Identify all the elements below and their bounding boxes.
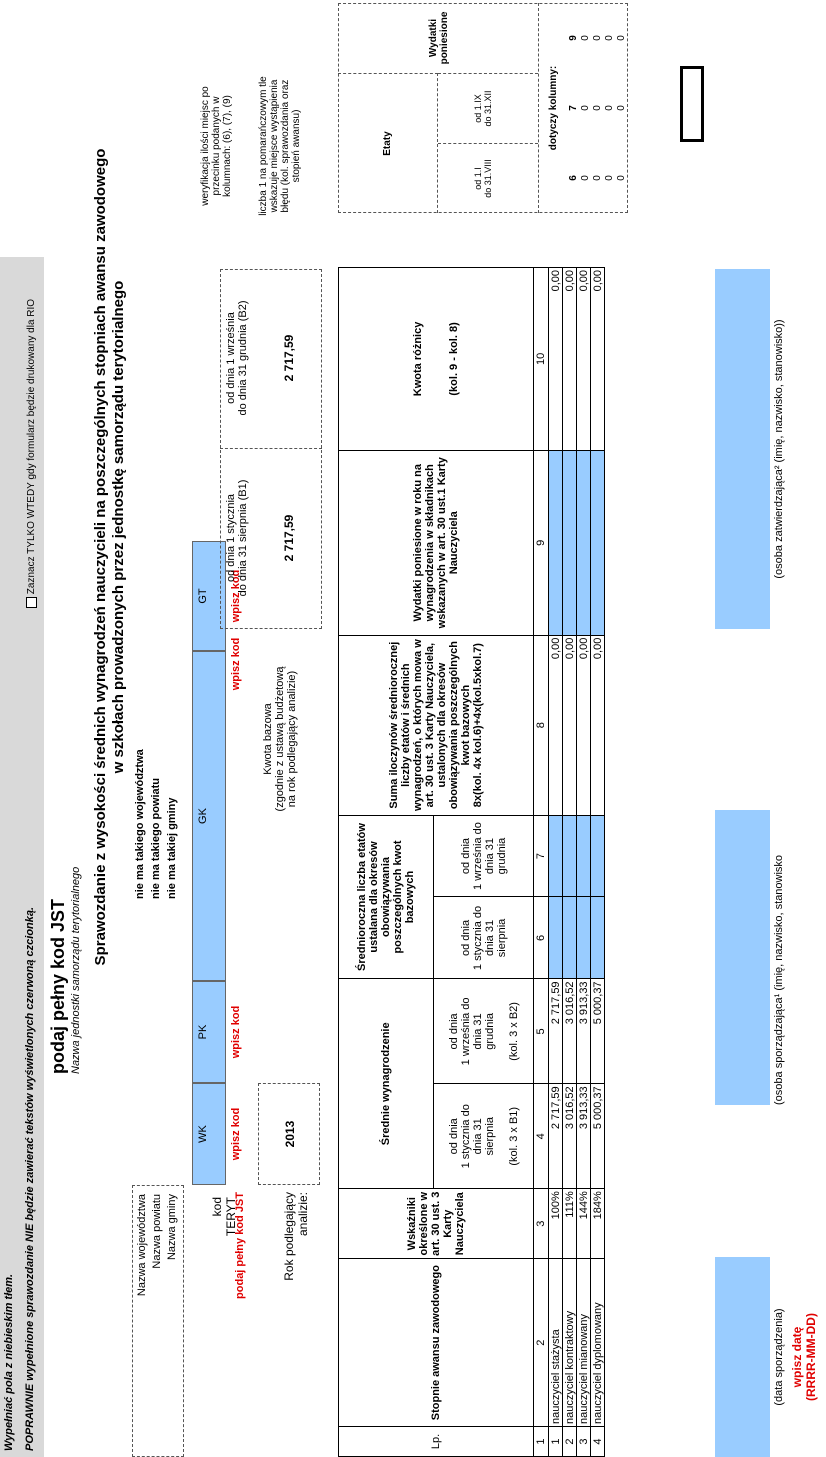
prepared-by-input[interactable]: [715, 810, 770, 1105]
verification-table: [338, 0, 630, 213]
row-avg-a: 5 000,37: [591, 1084, 605, 1189]
row-lp: 2: [563, 1427, 577, 1457]
row-fte-a-input[interactable]: [577, 897, 591, 979]
header-avg-a: od dnia 1 stycznia do dnia 31 sierpnia (kol. 3 x B1): [434, 1084, 534, 1189]
b1-value: 2 717,59: [282, 514, 296, 562]
wydatki-header: Wydatki poniesione: [428, 11, 450, 65]
gt-label: GT: [197, 588, 209, 604]
gk-label: GK: [197, 808, 209, 824]
header-fte-b: od dnia 1 września do dnia 31 grudnia: [434, 815, 534, 897]
row-avg-b: 3 913,33: [577, 979, 591, 1084]
jst-subheading: Nazwa jednostki samorządu terytorialnego: [70, 866, 82, 1074]
full-code-prompt: podaj pełny kod JST: [234, 1192, 246, 1299]
cols-header-7: 7: [568, 105, 579, 111]
row-expenses-input[interactable]: [549, 450, 563, 635]
table-row: [549, 268, 563, 1457]
cell-selection-cursor: [680, 66, 704, 142]
report-title-line1: Sprawozdanie z wysokości średnich wynagrodzeń nauczycieli na poszczególnych stopniach awansu zawodowego: [92, 148, 109, 966]
commune-label: Nazwa gminy: [166, 1194, 178, 1261]
etaty-b: od 1.IX do 31.XII: [438, 73, 538, 143]
header-diff: Kwota różnicy (kol. 9 - kol. 8): [339, 268, 534, 451]
col-num: 2: [534, 1259, 549, 1427]
verify-cell: 0: [616, 105, 627, 111]
row-fte-a-input[interactable]: [563, 897, 577, 979]
header-sum: Suma iloczynów średniorocznej liczby etatów i średnich wynagrodzeń, o których mowa w art. 30 ust. 3 Karty Nauczyciela, ustalonych dla okresów obowiązywania poszczególnych kwot bazowych 8x(kol. 4x kol.6)+4x(kol.5xkol.7): [339, 635, 534, 815]
pk-prompt: wpisz kod: [230, 1005, 242, 1059]
row-expenses-input[interactable]: [563, 450, 577, 635]
row-fte-a-input[interactable]: [591, 897, 605, 979]
verification-note-2: liczba 1 na pomarańczowym tle wskazuje miejsce wystąpienia błędu (kol. sprawozdania oraz stopień awansu): [258, 76, 302, 216]
verify-cell: 0: [580, 35, 591, 41]
row-diff: 0,00: [591, 268, 605, 451]
row-coef: 100%: [549, 1189, 563, 1259]
col-num: 8: [534, 635, 549, 815]
row-diff: 0,00: [563, 268, 577, 451]
row-fte-a-input[interactable]: [549, 897, 563, 979]
verify-cell: 0: [592, 105, 603, 111]
col-num: 9: [534, 450, 549, 635]
row-fte-b-input[interactable]: [577, 815, 591, 897]
pk-cell[interactable]: [192, 981, 226, 1083]
row-fte-b-input[interactable]: [563, 815, 577, 897]
verification-cols-row: [568, 3, 628, 213]
table-row: [591, 268, 605, 1457]
report-title-line2: w szkołach prowadzonych przez jednostkę samorządu terytorialnego: [110, 280, 127, 774]
etaty-header: Etaty: [338, 73, 438, 213]
prepared-by-label: (osoba sporządzająca¹ (imię, nazwisko, stanowisko: [773, 854, 785, 1105]
etaty-a: od 1.I do 31.VIII: [438, 143, 538, 213]
col-num: 4: [534, 1084, 549, 1189]
row-degree: nauczyciel kontraktowy: [563, 1259, 577, 1427]
cols-header-6: 6: [568, 175, 579, 181]
print-checkbox-row[interactable]: [26, 299, 37, 608]
gk-prompt: wpisz kod: [230, 637, 242, 691]
row-avg-a: 3 913,33: [577, 1084, 591, 1189]
row-lp: 1: [549, 1427, 563, 1457]
header-fte-a: od dnia 1 stycznia do dnia 31 sierpnia: [434, 897, 534, 979]
date-prompt: wpisz datę (RRRR-MM-DD): [790, 1313, 818, 1401]
col-num: 7: [534, 815, 549, 897]
row-expenses-input[interactable]: [577, 450, 591, 635]
cols-header-9: 9: [568, 35, 579, 41]
row-avg-b: 2 717,59: [549, 979, 563, 1084]
header-avg-salary: Średnie wynagrodzenie: [339, 979, 434, 1189]
wk-cell[interactable]: [192, 1083, 226, 1185]
jst-code-heading: podaj pełny kod JST: [48, 898, 68, 1074]
base-amount-label: Kwota bazowa (zgodnie z ustawą budżetową na rok podlegający analizie): [262, 666, 298, 812]
verify-cell: 0: [604, 105, 615, 111]
teryt-label: kod TERYT: [210, 1197, 238, 1237]
wk-prompt: wpisz kod: [230, 1107, 242, 1161]
verify-cell: 0: [592, 35, 603, 41]
gk-cell[interactable]: [192, 651, 226, 981]
verify-cell: 0: [616, 175, 627, 181]
note-fill-blue: Wypełniać pola z niebieskim tłem.: [3, 1273, 15, 1451]
row-sum: 0,00: [577, 635, 591, 815]
row-diff: 0,00: [549, 268, 563, 451]
col-num: 5: [534, 979, 549, 1084]
row-fte-b-input[interactable]: [591, 815, 605, 897]
row-diff: 0,00: [577, 268, 591, 451]
verify-cell: 0: [616, 35, 627, 41]
county-value: nie ma takiego powiatu: [150, 777, 162, 899]
col-num: 6: [534, 897, 549, 979]
approved-by-input[interactable]: [715, 269, 770, 629]
header-degree: Stopnie awansu zawodowego: [339, 1259, 534, 1427]
row-sum: 0,00: [563, 635, 577, 815]
verify-cell: 0: [604, 175, 615, 181]
base-amount-divider: [220, 448, 322, 449]
header-expenses: Wydatki poniesione w roku na wynagrodzenia w składnikach wskazanych w art. 30 ust.1 Karty Nauczyciela: [339, 450, 534, 635]
row-avg-a: 2 717,59: [549, 1084, 563, 1189]
column-numbers-row: [534, 268, 549, 1457]
year-value[interactable]: 2013: [258, 1083, 320, 1185]
row-lp: 3: [577, 1427, 591, 1457]
header-lp: Lp.: [339, 1427, 534, 1457]
county-label: Nazwa powiatu: [151, 1194, 163, 1269]
row-degree: nauczyciel stażysta: [549, 1259, 563, 1427]
row-coef: 111%: [563, 1189, 577, 1259]
col-num: 1: [534, 1427, 549, 1457]
table-row: [563, 268, 577, 1457]
row-degree: nauczyciel mianowany: [577, 1259, 591, 1427]
print-checkbox-label: Zaznacz TYLKO WTEDY gdy formularz będzie drukowany dla RIO: [26, 298, 38, 595]
row-avg-a: 3 016,52: [563, 1084, 577, 1189]
note-correct-red: POPRAWNIE wypełnione sprawozdanie NIE będzie zawierać tekstów wyświetlonych czerwoną czcionką.: [24, 906, 36, 1451]
verify-cell: 0: [604, 35, 615, 41]
wk-label: WK: [197, 1125, 209, 1143]
row-sum: 0,00: [591, 635, 605, 815]
row-coef: 184%: [591, 1189, 605, 1259]
header-fte: Średnioroczna liczba etatów ustalana dla okresów obowiązywania poszczególnych kwot bazowych: [339, 815, 434, 979]
b1-label: od dnia 1 stycznia do dnia 31 sierpnia (B1): [225, 479, 249, 597]
b2-label: od dnia 1 września do dnia 31 grudnia (B2): [225, 300, 249, 416]
print-checkbox[interactable]: [26, 597, 37, 608]
voivodeship-label: Nazwa województwa: [136, 1194, 148, 1297]
approved-by-label: (osoba zatwierdzająca² (imię, nazwisko, stanowisko)): [773, 319, 785, 579]
row-coef: 144%: [577, 1189, 591, 1259]
row-sum: 0,00: [549, 635, 563, 815]
voivodeship-value: nie ma takiego województwa: [134, 749, 146, 899]
row-expenses-input[interactable]: [591, 450, 605, 635]
date-input[interactable]: [715, 1257, 770, 1457]
col-num: 3: [534, 1189, 549, 1259]
b2-value: 2 717,59: [282, 334, 296, 382]
verification-note-1: weryfikacja ilości miejsc po przecinku podanych w kolumnach: (6), (7), (9): [200, 86, 233, 206]
row-avg-b: 3 016,52: [563, 979, 577, 1084]
col-num: 10: [534, 268, 549, 451]
main-table: [338, 267, 605, 1457]
pk-label: PK: [197, 1024, 209, 1040]
row-avg-b: 5 000,37: [591, 979, 605, 1084]
verify-cell: 0: [580, 175, 591, 181]
row-degree: nauczyciel dyplomowany: [591, 1259, 605, 1427]
commune-value: nie ma takiej gminy: [166, 797, 178, 899]
cols-label: dotyczy kolumny:: [538, 3, 568, 213]
table-row: [577, 268, 591, 1457]
verify-cell: 0: [580, 105, 591, 111]
header-coef: Wskaźniki określone w art. 30 ust. 3 Karty Nauczyciela: [339, 1189, 534, 1259]
row-fte-b-input[interactable]: [549, 815, 563, 897]
year-label: Rok podlegający analizie:: [282, 1192, 310, 1281]
header-avg-b: od dnia 1 września do dnia 31 grudnia (kol. 3 x B2): [434, 979, 534, 1084]
verify-cell: 0: [592, 175, 603, 181]
date-label: (data sporządzenia): [773, 1308, 785, 1406]
gt-prompt: wpisz kod: [230, 569, 242, 623]
row-lp: 4: [591, 1427, 605, 1457]
